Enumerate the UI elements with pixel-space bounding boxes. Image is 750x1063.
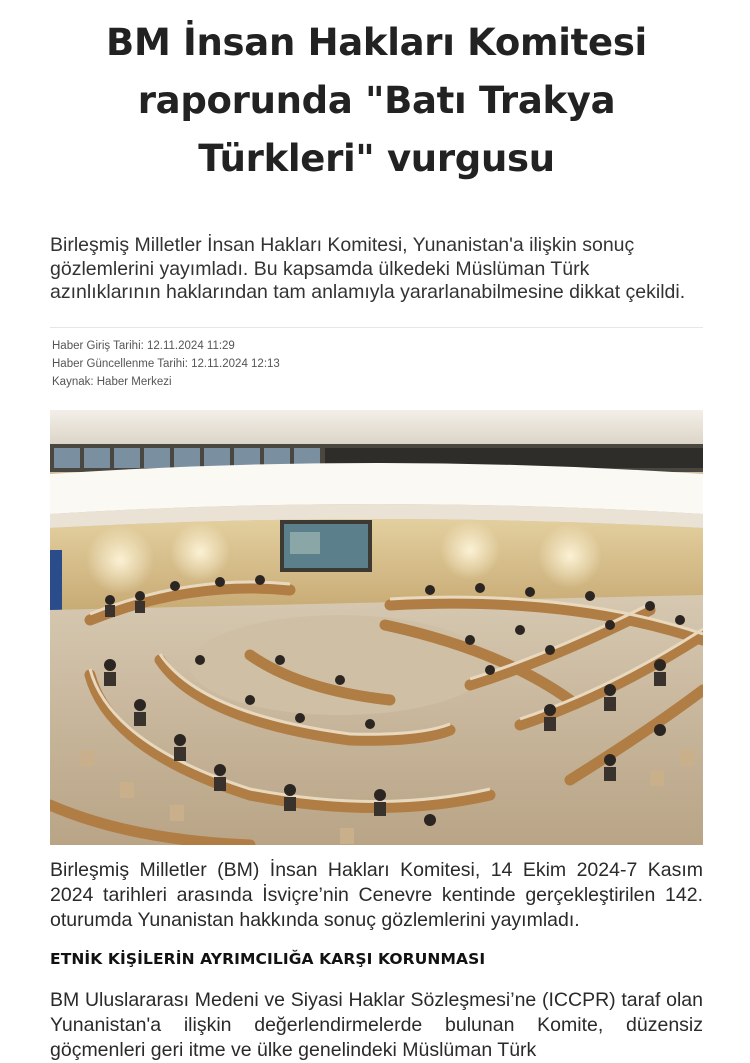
article-summary: Birleşmiş Milletler İnsan Hakları Komitesi, Yunanistan'a ilişkin sonuç gözlemlerini yayımladı. Bu kapsamda ülkedeki Müslüman Türk azınlıklarının haklarından tam anlamıyla yararlanabilmesine dikkat çekildi. <box>50 234 686 303</box>
article-photo <box>50 410 703 845</box>
article-paragraph-1: Birleşmiş Milletler (BM) İnsan Hakları Komitesi, 14 Ekim 2024-7 Kasım 2024 tarihleri arasında İsviçre’nin Cenevre kentinde gerçekleştirilen 142. oturumda Yunanistan hakkında sonuç gözlemlerini yayımladı. <box>50 859 703 931</box>
article-paragraph-2: BM Uluslararası Medeni ve Siyasi Haklar Sözleşmesi’ne (ICCPR) taraf olan Yunanistan'a ilişkin değerlendirmelerde bulunan Komite, düzensiz göçmenleri geri itme ve ülke genelindeki Müslüman Türk <box>50 989 703 1061</box>
published-date: Haber Giriş Tarihi: 12.11.2024 11:29 <box>52 340 235 352</box>
article-meta <box>50 327 703 391</box>
updated-date: Haber Güncellenme Tarihi: 12.11.2024 12:13 <box>52 358 280 370</box>
article-title: BM İnsan Hakları Komitesi raporunda "Batı Trakya Türkleri" vurgusu <box>106 21 647 180</box>
section-heading: ETNİK KİŞİLERİN AYRIMCILIĞA KARŞI KORUNMASI <box>50 950 486 968</box>
assembly-hall-image <box>50 410 703 845</box>
news-source: Kaynak: Haber Merkezi <box>52 376 172 388</box>
article <box>50 0 703 1061</box>
